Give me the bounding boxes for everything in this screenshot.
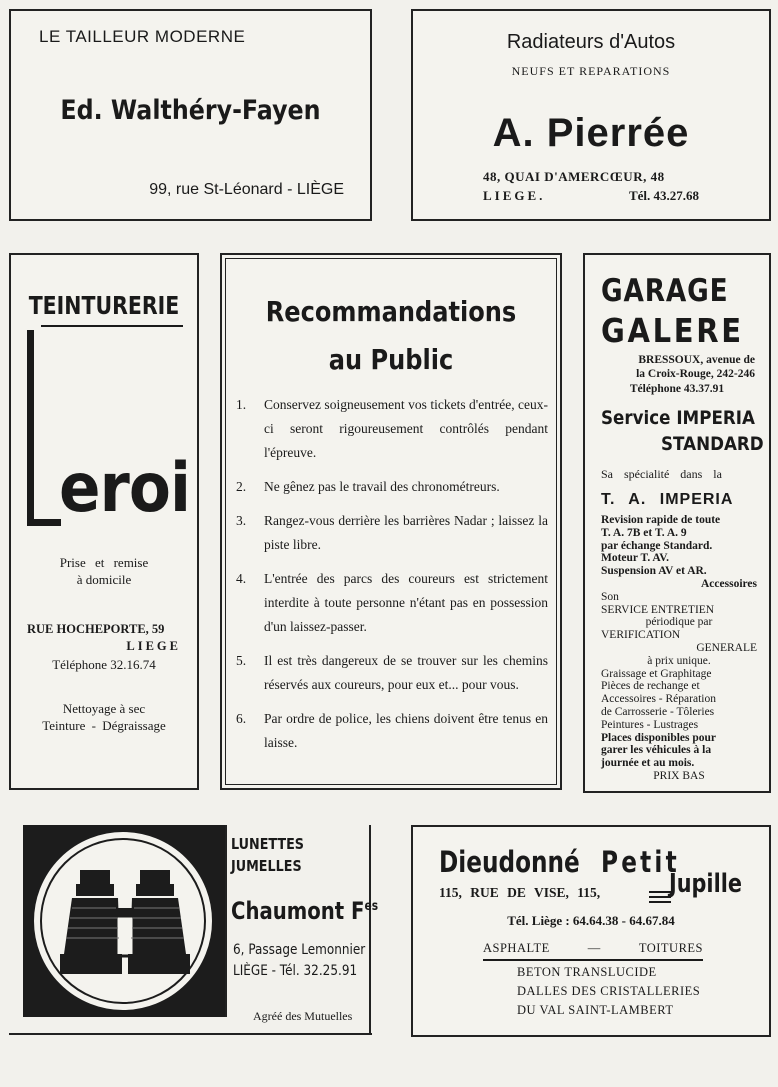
binoculars-panel — [23, 825, 225, 1017]
teinturerie-city: LIEGE — [126, 639, 181, 653]
radiateurs-heading: Radiateurs d'Autos — [506, 31, 676, 53]
chaumont-ad — [9, 825, 379, 1035]
teinturerie-footer-2: Teinture - Dégraissage — [42, 718, 166, 733]
detail-line: garer les véhicules à la — [601, 744, 712, 757]
detail-line: PRIX BAS — [653, 769, 705, 782]
radiateurs-phone: Tél. 43.27.68 — [628, 188, 699, 203]
detail-line: périodique par — [645, 616, 713, 629]
garage-service-1: Service IMPERIA — [601, 407, 755, 429]
item-text: Par ordre de police, les chiens doivent être tenus en laisse. — [264, 711, 548, 750]
detail-line: de Carrosserie - Tôleries — [601, 705, 715, 718]
detail-line: à prix unique. — [647, 654, 711, 667]
dash-separator: — — [587, 941, 601, 955]
garage-details — [601, 514, 757, 783]
item-number: 1. — [236, 397, 247, 412]
item-number: 6. — [236, 711, 247, 726]
recommandations-panel — [220, 253, 562, 790]
garage-specialite: Sa spécialité dans la — [601, 467, 722, 481]
list-item — [236, 567, 548, 639]
teinturerie-address: RUE HOCHEPORTE, 59 — [27, 622, 165, 636]
teinturerie-footer-1: Nettoyage à sec — [62, 701, 146, 716]
item-number: 5. — [236, 653, 247, 668]
recommandations-title-1: Recommandations — [265, 295, 517, 328]
dieudonne-line-3: DU VAL SAINT-LAMBERT — [517, 1003, 674, 1017]
detail-line: Moteur T. AV. — [601, 552, 669, 565]
chaumont-address: 6, Passage Lemonnier — [233, 942, 366, 958]
tailleur-ad — [9, 9, 372, 221]
binoculars-circle — [34, 832, 212, 1010]
list-item — [236, 509, 548, 557]
leroi-l-base — [27, 519, 61, 526]
tailleur-address: 99, rue St-Léonard - LIÈGE — [149, 181, 344, 198]
item-number: 2. — [236, 479, 247, 494]
detail-line: VERIFICATION — [601, 629, 681, 642]
chaumont-footer: Agréé des Mutuelles — [253, 1009, 353, 1023]
teinturerie-heading: TEINTURERIE — [28, 291, 180, 320]
teinturerie-service-2: à domicile — [76, 572, 132, 587]
item-text: Il est très dangereux de se trouver sur les chemins réservés aux coureurs, pour eux et... pour vous. — [264, 653, 548, 692]
detail-line: Accessoires - Réparation — [601, 693, 716, 706]
chaumont-line-2: JUMELLES — [231, 857, 302, 875]
dieudonne-name-1: Dieudonné — [439, 845, 580, 879]
dieudonne-ad — [411, 825, 771, 1037]
radiateurs-ad — [411, 9, 771, 221]
list-item — [236, 707, 548, 755]
radiateurs-address: 48, QUAI D'AMERCŒUR, 48 — [483, 169, 665, 184]
chaumont-name-main: Chaumont F — [231, 897, 365, 925]
garage-address-2: la Croix-Rouge, 242-246 — [636, 368, 755, 380]
chaumont-line-1: LUNETTES — [231, 835, 304, 853]
garage-service-2: STANDARD — [661, 433, 764, 455]
list-item — [236, 649, 548, 697]
leroi-letters: eroi — [59, 449, 191, 528]
radiateurs-city: LIEGE. — [483, 188, 546, 203]
garage-phone: Téléphone 43.37.91 — [629, 383, 725, 395]
garage-title-2: GALERE — [601, 311, 744, 350]
detail-line: Pièces de rechange et — [601, 680, 700, 693]
detail-line: T. A. 7B et T. A. 9 — [601, 526, 687, 539]
teinturerie-ad — [9, 253, 199, 790]
recommandations-list — [236, 393, 548, 755]
item-text: L'entrée des parcs des coureurs est strictement interdite à toute personne n'étant pas en possession d'un laissez-passer. — [264, 571, 548, 634]
dieudonne-name-2: Petit — [601, 845, 680, 879]
dieudonne-line-2: DALLES DES CRISTALLERIES — [517, 984, 701, 998]
garage-ad — [583, 253, 771, 793]
radiateurs-sub: NEUFS ET REPARATIONS — [511, 64, 671, 78]
radiateurs-name: A. Pierrée — [492, 111, 690, 155]
teinturerie-rule — [41, 325, 183, 327]
detail-line: GENERALE — [696, 641, 757, 654]
detail-line: par échange Standard. — [601, 539, 713, 552]
list-item — [236, 475, 548, 499]
item-text: Ne gênez pas le travail des chronométreurs. — [264, 479, 500, 494]
recommandations-title-2: au Public — [328, 343, 454, 376]
detail-line: Son — [601, 590, 619, 603]
chaumont-city-phone: LIÈGE - Tél. 32.25.91 — [233, 963, 358, 979]
list-item — [236, 393, 548, 465]
detail-line: Accessoires — [701, 577, 757, 590]
chaumont-name-sup: es — [364, 899, 379, 914]
dieudonne-line-1: BETON TRANSLUCIDE — [517, 965, 657, 979]
binoculars-icon — [50, 868, 200, 978]
detail-line: Graissage et Graphitage — [601, 667, 712, 680]
teinturerie-service-1: Prise et remise — [59, 555, 149, 570]
detail-line: SERVICE ENTRETIEN — [601, 603, 715, 616]
detail-line: Revision rapide de toute — [601, 514, 721, 526]
dieudonne-address: 115, RUE DE VISE, 115, — [439, 885, 601, 900]
teinturerie-phone: Téléphone 32.16.74 — [52, 657, 156, 672]
detail-line: Suspension AV et AR. — [601, 565, 707, 578]
tailleur-name: Ed. Walthéry-Fayen — [60, 95, 321, 126]
detail-line: Peintures - Lustrages — [601, 718, 699, 731]
leroi-l-stroke — [27, 330, 34, 525]
toitures-label: TOITURES — [638, 941, 703, 955]
chaumont-name — [231, 897, 378, 925]
dieudonne-city: Jupille — [669, 869, 742, 899]
detail-line: journée et au mois. — [601, 757, 695, 770]
garage-model: T. A. IMPERIA — [601, 491, 734, 508]
dieudonne-phone: Tél. Liège : 64.64.38 - 64.67.84 — [507, 913, 675, 928]
item-text: Rangez-vous derrière les barrières Nadar ; laissez la piste libre. — [264, 513, 548, 552]
dieudonne-specialties — [483, 941, 703, 961]
item-number: 3. — [236, 513, 247, 528]
item-number: 4. — [236, 571, 247, 586]
item-text: Conservez soigneusement vos tickets d'entrée, ceux-ci seront rigoureusement contrôlés pendant l'épreuve. — [264, 397, 548, 460]
garage-title-1: GARAGE — [601, 273, 729, 309]
leroi-name — [59, 449, 191, 528]
detail-line: Places disponibles pour — [601, 731, 717, 744]
asphalte-label: ASPHALTE — [483, 941, 550, 955]
garage-address-1: BRESSOUX, avenue de — [638, 354, 755, 366]
tailleur-heading: LE TAILLEUR MODERNE — [39, 27, 246, 46]
dieudonne-lines-icon — [649, 891, 671, 903]
